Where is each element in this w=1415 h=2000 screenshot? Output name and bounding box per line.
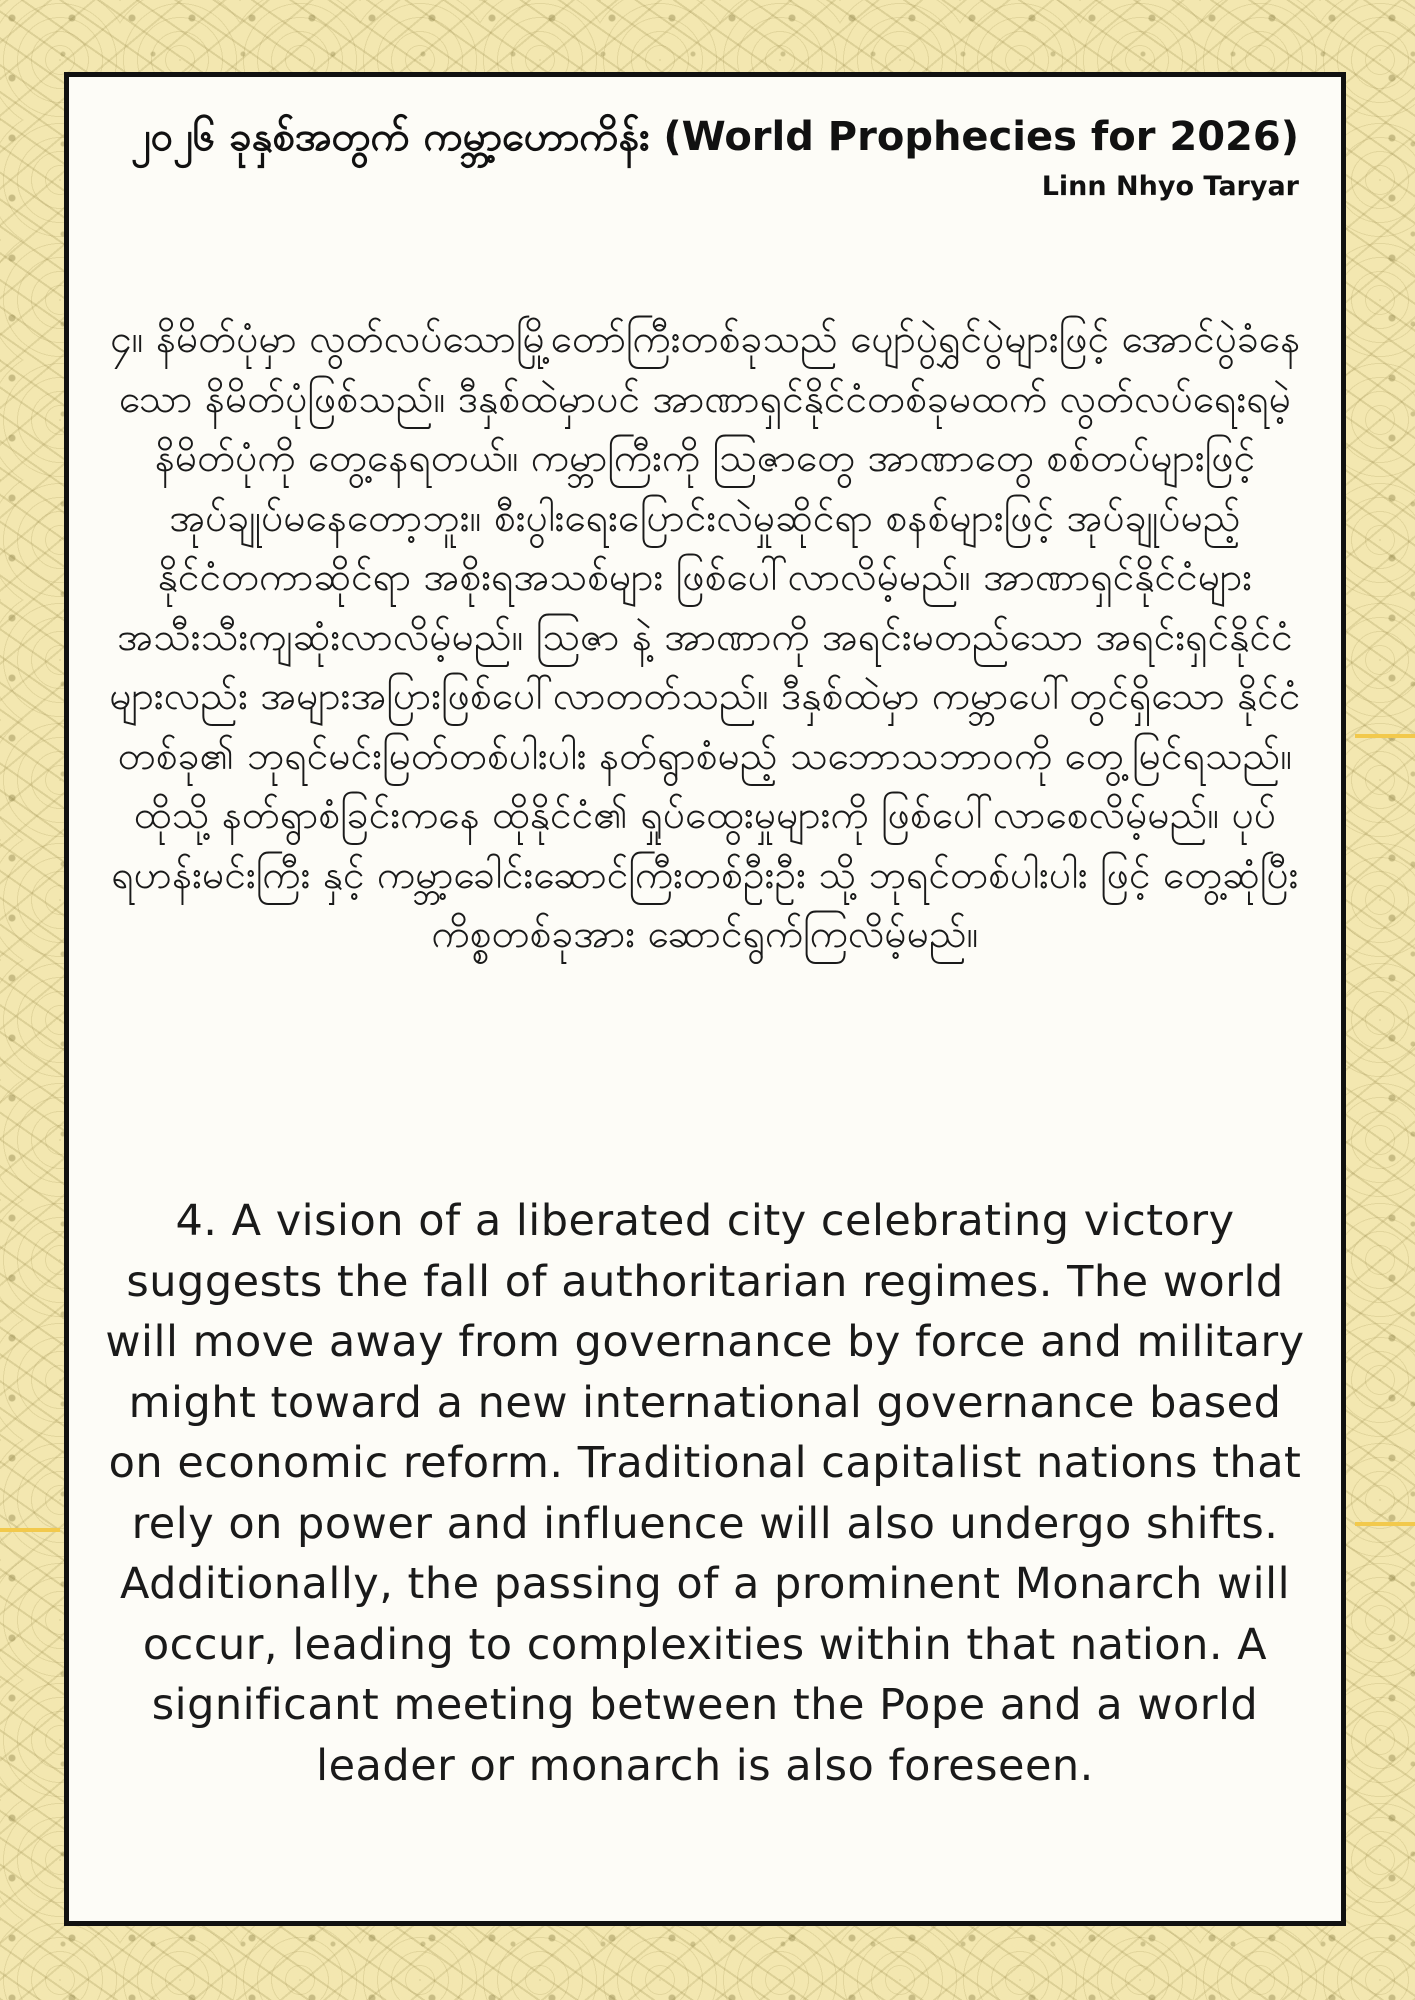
english-paragraph: 4. A vision of a liberated city celebrating victory suggests the fall of authoritarian regimes. The world will move away from governance by force and military might toward a new international governance based on economic reform. Traditional capitalist nations that rely on power and influence will also undergo shifts. Additionally, the passing of a prominent Monarch will occur, leading to complexities within that nation. A significant meeting between the Pope and a world leader or monarch is also foreseen. — [105, 1196, 1305, 1791]
decorative-accent-line — [0, 1528, 60, 1532]
decorative-accent-line — [1355, 734, 1415, 738]
author-name: Linn Nhyo Taryar — [1041, 171, 1299, 202]
burmese-paragraph: ၄။ နိမိတ်ပုံမှာ လွတ်လပ်သောမြို့တော်ကြီးတစ်ခုသည် ပျော်ပွဲရွှင်ပွဲများဖြင့် အောင်ပွဲခံနေသော နိမိတ်ပုံဖြစ်သည်။ ဒီနှစ်ထဲမှာပင် အာဏာရှင်နိုင်ငံတစ်ခုမထက် လွတ်လပ်ရေးရမဲ့ နိမိတ်ပုံကို တွေ့နေရတယ်။ ကမ္ဘာကြီးကို ဩဇာတွေ အာဏာတွေ စစ်တပ်များဖြင့် အုပ်ချုပ်မနေတော့ဘူး။ စီးပွါးရေးပြောင်းလဲမှုဆိုင်ရာ စနစ်များဖြင့် အုပ်ချုပ်မည့် နိုင်ငံတကာဆိုင်ရာ အစိုးရအသစ်များ ဖြစ်ပေါ်လာလိမ့်မည်။ အာဏာရှင်နိုင်ငံများ အသီးသီးကျဆုံးလာလိမ့်မည်။ ဩဇာ နဲ့ အာဏာကို အရင်းမတည်သော အရင်းရှင်နိုင်ငံများလည်း အများအပြားဖြစ်ပေါ်လာတတ်သည်။ ဒီနှစ်ထဲမှာ ကမ္ဘာပေါ်တွင်ရှိသော နိုင်ငံတစ်ခု၏ ဘုရင်မင်းမြတ်တစ်ပါးပါး နတ်ရွာစံမည့် သဘောသဘာဝကို တွေ့မြင်ရသည်။ ထိုသို့ နတ်ရွာစံခြင်းကနေ ထိုနိုင်ငံ၏ ရှုပ်ထွေးမှုများကို ဖြစ်ပေါ်လာစေလိမ့်မည်။ ပုပ်ရဟန်းမင်းကြီး နှင့် ကမ္ဘာ့ခေါင်းဆောင်ကြီးတစ်ဦးဦး သို့ ဘုရင်တစ်ပါးပါး ဖြင့် တွေ့ဆုံပြီး ကိစ္စတစ်ခုအား ဆောင်ရွက်ကြလိမ့်မည်။ — [109, 317, 1301, 957]
content-card — [64, 72, 1346, 1926]
decorative-accent-line — [1355, 1522, 1415, 1526]
page-title: ၂၀၂၆ ခုနှစ်အတွက် ကမ္ဘာ့ဟောကိန်း (World Prophecies for 2026) — [131, 114, 1299, 160]
header — [131, 113, 1299, 202]
